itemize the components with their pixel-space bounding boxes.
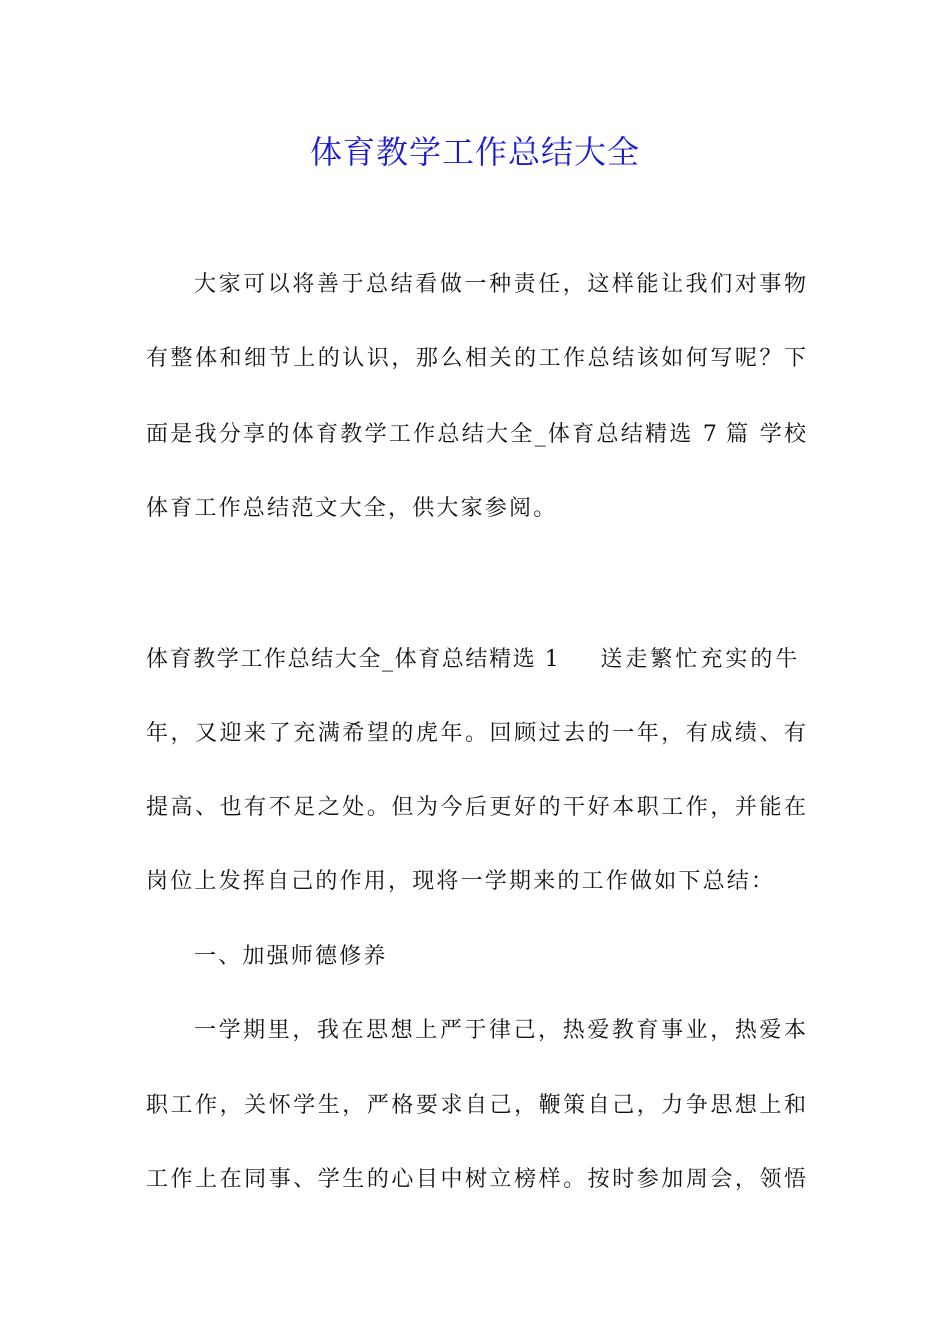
intro-line-2: 有整体和细节上的认识，那么相关的工作总结该如何写呢？下 (146, 346, 806, 371)
section-1-heading: 体育教学工作总结大全_体育总结精选 1 (146, 647, 561, 672)
section-1-line-2: 年，又迎来了充满希望的虎年。回顾过去的一年，有成绩、有 (146, 721, 806, 746)
paragraph-line-1: 一学期里，我在思想上严于律己，热爱教育事业，热爱本 (194, 1018, 806, 1043)
intro-line-4: 体育工作总结范文大全，供大家参阅。 (146, 496, 558, 521)
section-1-subheading: 一、加强师德修养 (194, 944, 388, 969)
document-title: 体育教学工作总结大全 (309, 133, 640, 171)
section-1-line-1-rest: 送走繁忙充实的牛 (600, 647, 801, 672)
paragraph-line-3: 工作上在同事、学生的心目中树立榜样。按时参加周会，领悟 (146, 1167, 806, 1192)
section-1-line-3: 提高、也有不足之处。但为今后更好的干好本职工作，并能在 (146, 795, 806, 820)
section-1-line-4: 岗位上发挥自己的作用，现将一学期来的工作做如下总结： (146, 869, 776, 894)
paragraph-line-2: 职工作，关怀学生，严格要求自己，鞭策自己，力争思想上和 (146, 1093, 806, 1118)
section-1-first-line (146, 643, 806, 677)
intro-line-3: 面是我分享的体育教学工作总结大全_体育总结精选 7 篇 学校 (146, 422, 806, 447)
intro-line-1: 大家可以将善于总结看做一种责任，这样能让我们对事物 (194, 272, 806, 297)
